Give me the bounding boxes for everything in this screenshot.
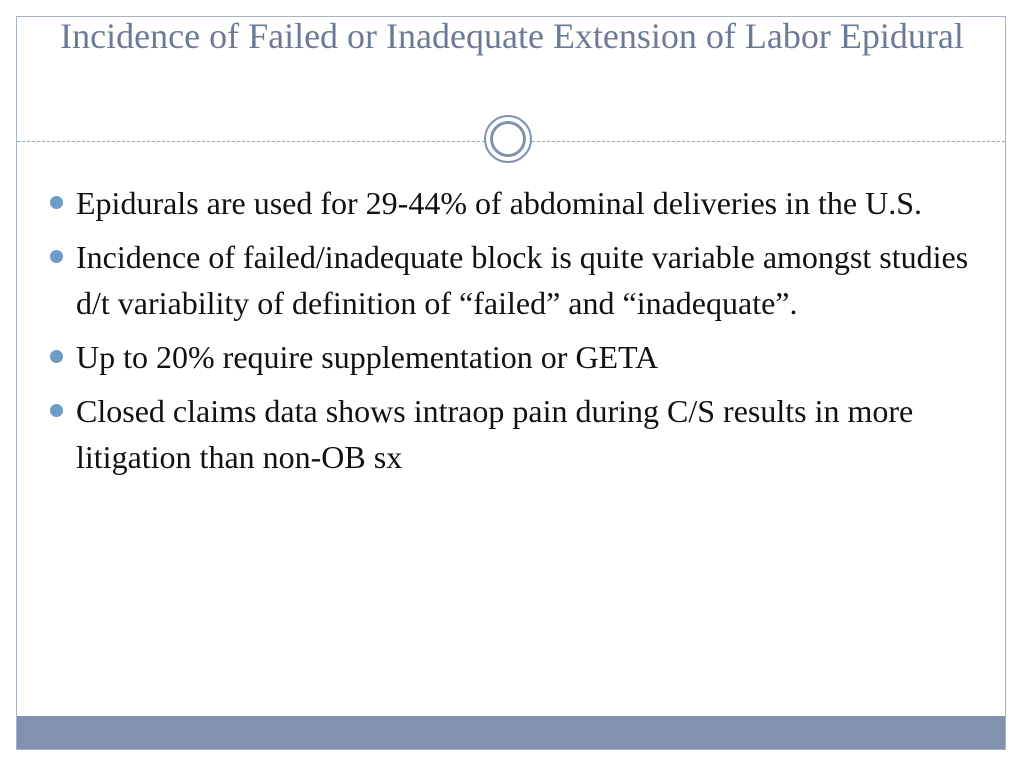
bullet-item (48, 388, 988, 480)
ring-inner (490, 121, 526, 157)
slide-title: Incidence of Failed or Inadequate Extension of Labor Epidural (60, 16, 964, 56)
bullet-text: Epidurals are used for 29-44% of abdominal deliveries in the U.S. (76, 185, 922, 221)
bullet-dot-icon (50, 196, 63, 209)
bullet-item (48, 234, 988, 326)
bullet-dot-icon (50, 350, 63, 363)
bullet-item (48, 334, 988, 380)
bullet-text: Up to 20% require supplementation or GETA (76, 339, 659, 375)
bullet-dot-icon (50, 250, 63, 263)
bullet-text: Incidence of failed/inadequate block is quite variable amongst studies d/t variability of definition of “failed” and “inadequate”. (76, 239, 969, 321)
bullet-dot-icon (50, 404, 63, 417)
bullet-list (48, 180, 988, 488)
footer-bar (17, 716, 1005, 749)
bullet-text: Closed claims data shows intraop pain during C/S results in more litigation than non-OB sx (76, 393, 914, 475)
ring-ornament-icon (484, 115, 532, 163)
bullet-item (48, 180, 988, 226)
